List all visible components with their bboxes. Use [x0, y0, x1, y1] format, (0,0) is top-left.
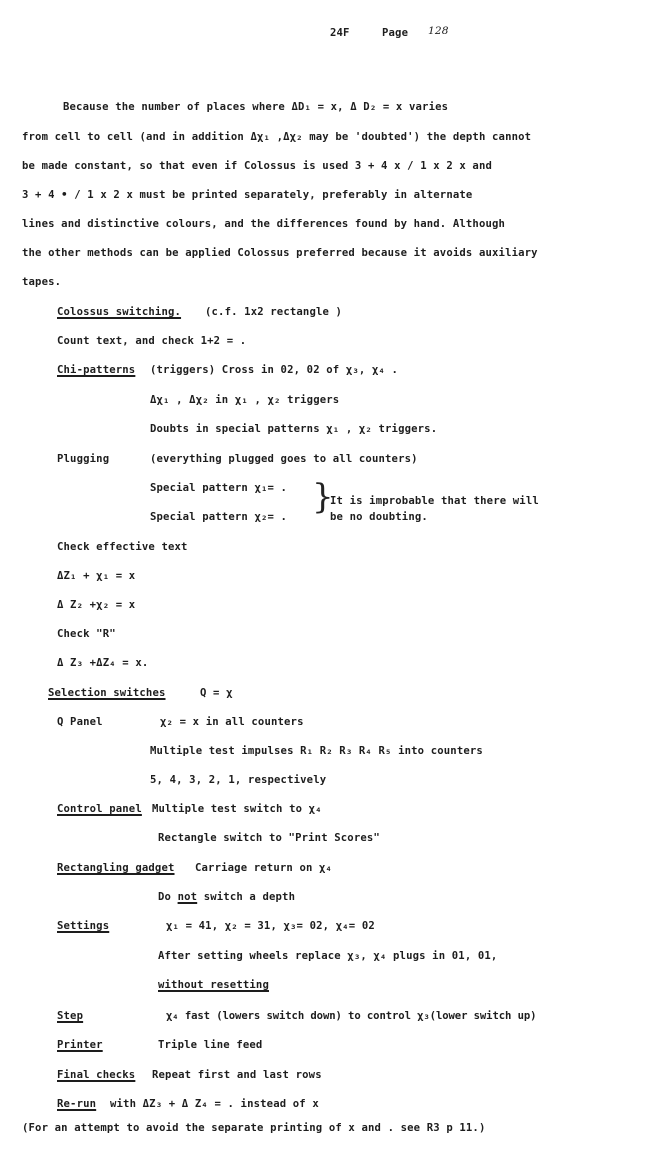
- intro-line: tapes.: [22, 276, 62, 288]
- rerun-text: with ΔZ₃ + Δ Z₄ = . instead of x: [110, 1098, 319, 1110]
- q-panel-text: χ₂ = x in all counters: [160, 716, 304, 728]
- plugging-text: (everything plugged goes to all counters): [150, 453, 418, 465]
- page-label: Page: [382, 27, 409, 39]
- printer-heading: Printer: [57, 1039, 103, 1051]
- settings-text: χ₁ = 41, χ₂ = 31, χ₃= 02, χ₄= 02: [166, 920, 375, 932]
- do-text: Do: [158, 891, 178, 903]
- step-heading: Step: [57, 1010, 84, 1022]
- intro-line: be made constant, so that even if Colossus is used 3 + 4 x / 1 x 2 x and: [22, 160, 493, 172]
- special-pattern-1: Special pattern χ₁= .: [150, 482, 288, 494]
- not-emphasis: not: [177, 891, 198, 903]
- right-brace: }: [312, 477, 334, 517]
- rectangling-gadget-text: Carriage return on χ₄: [195, 862, 333, 874]
- intro-line: 3 + 4 • / 1 x 2 x must be printed separately, preferably in alternate: [22, 189, 473, 201]
- selection-switches-heading: Selection switches: [48, 687, 166, 699]
- final-checks-text: Repeat first and last rows: [152, 1069, 322, 1081]
- check-effective-heading: Check effective text: [57, 541, 188, 553]
- control-panel-text: Multiple test switch to χ₄: [152, 803, 322, 815]
- q-panel-line2: Multiple test impulses R₁ R₂ R₃ R₄ R₅ into counters: [150, 745, 483, 757]
- colossus-switching-note: (c.f. 1x2 rectangle ): [205, 306, 343, 318]
- intro-line: Because the number of places where ΔD₁ = x, Δ D₂ = x varies: [63, 101, 449, 113]
- chi-patterns-heading: Chi-patterns: [57, 364, 136, 376]
- rectangling-gadget-heading: Rectangling gadget: [57, 862, 175, 874]
- q-panel-label: Q Panel: [57, 716, 103, 728]
- document-reference: 24F: [330, 27, 350, 39]
- chi-patterns-line3: Doubts in special patterns χ₁ , χ₂ triggers.: [150, 423, 438, 435]
- final-checks-heading: Final checks: [57, 1069, 136, 1081]
- printer-text: Triple line feed: [158, 1039, 263, 1051]
- switch-depth-text: switch a depth: [197, 891, 296, 903]
- control-panel-heading: Control panel: [57, 803, 142, 815]
- q-panel-line3: 5, 4, 3, 2, 1, respectively: [150, 774, 327, 786]
- brace-note-line1: It is improbable that there will: [330, 495, 539, 507]
- intro-line: from cell to cell (and in addition Δχ₁ ,Δχ₂ may be 'doubted') the depth cannot: [22, 131, 532, 143]
- settings-line2: After setting wheels replace χ₃, χ₄ plugs in 01, 01,: [158, 950, 498, 962]
- intro-line: lines and distinctive colours, and the differences found by hand. Although: [22, 218, 506, 230]
- footnote: (For an attempt to avoid the separate printing of x and . see R3 p 11.): [22, 1122, 486, 1134]
- equation-2: Δ Z₂ +χ₂ = x: [57, 599, 136, 611]
- chi-patterns-text: (triggers) Cross in 02, 02 of χ₃, χ₄ .: [150, 364, 399, 376]
- settings-heading: Settings: [57, 920, 110, 932]
- equation-1: ΔZ₁ + χ₁ = x: [57, 570, 136, 582]
- special-pattern-2: Special pattern χ₂= .: [150, 511, 288, 523]
- count-text-line: Count text, and check 1+2 = .: [57, 335, 247, 347]
- page-number: 128: [428, 25, 449, 37]
- chi-patterns-line2: Δχ₁ , Δχ₂ in χ₁ , χ₂ triggers: [150, 394, 340, 406]
- rerun-heading: Re-run: [57, 1098, 97, 1110]
- settings-line3: without resetting: [158, 979, 269, 991]
- plugging-label: Plugging: [57, 453, 110, 465]
- step-text: χ₄ fast (lowers switch down) to control χ₃(lower switch up): [166, 1010, 537, 1022]
- selection-switches-text: Q = χ: [200, 687, 233, 699]
- check-r-line: Check "R": [57, 628, 116, 640]
- equation-3: Δ Z₃ +ΔZ₄ = x.: [57, 657, 149, 669]
- brace-note-line2: be no doubting.: [330, 511, 428, 523]
- rectangling-gadget-line2: [158, 891, 295, 903]
- colossus-switching-heading: Colossus switching.: [57, 306, 182, 318]
- control-panel-line2: Rectangle switch to "Print Scores": [158, 832, 380, 844]
- intro-line: the other methods can be applied Colossus preferred because it avoids auxiliary: [22, 247, 538, 259]
